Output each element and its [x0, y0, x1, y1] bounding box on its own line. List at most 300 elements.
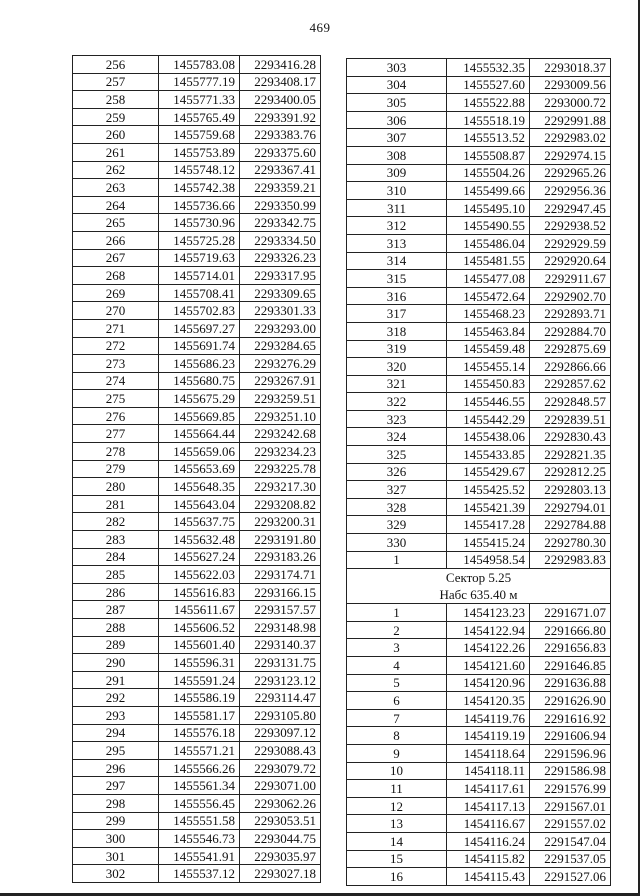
point-number-cell: 313: [347, 234, 447, 252]
y-coordinate-cell: 2292830.43: [530, 428, 611, 446]
point-number-cell: 259: [73, 108, 159, 126]
table-row: [73, 830, 321, 848]
x-coordinate-cell: 1455508.87: [447, 146, 530, 164]
point-number-cell: 329: [347, 516, 447, 534]
x-coordinate-cell: 1454117.61: [447, 780, 530, 798]
x-coordinate-cell: 1455725.28: [159, 231, 240, 249]
x-coordinate-cell: 1455771.33: [159, 91, 240, 109]
table-row: [347, 217, 611, 235]
y-coordinate-cell: 2293217.30: [240, 478, 321, 496]
x-coordinate-cell: 1454116.24: [447, 832, 530, 850]
x-coordinate-cell: 1455468.23: [447, 305, 530, 323]
point-number-cell: 321: [347, 375, 447, 393]
x-coordinate-cell: 1455622.03: [159, 566, 240, 584]
x-coordinate-cell: 1455532.35: [447, 59, 530, 77]
table-row: [73, 231, 321, 249]
x-coordinate-cell: 1455714.01: [159, 267, 240, 285]
table-row: [347, 76, 611, 94]
x-coordinate-cell: 1455730.96: [159, 214, 240, 232]
y-coordinate-cell: 2292839.51: [530, 410, 611, 428]
table-row: [73, 267, 321, 285]
table-row: [347, 270, 611, 288]
table-row: [347, 340, 611, 358]
point-number-cell: 317: [347, 305, 447, 323]
table-row: [73, 671, 321, 689]
point-number-cell: 260: [73, 126, 159, 144]
table-row: [347, 692, 611, 710]
table-row: [347, 463, 611, 481]
point-number-cell: 11: [347, 780, 447, 798]
x-coordinate-cell: 1455586.19: [159, 689, 240, 707]
y-coordinate-cell: 2292983.02: [530, 129, 611, 147]
table-row: [347, 534, 611, 552]
y-coordinate-cell: 2291527.06: [530, 868, 611, 886]
sector-header-section: [347, 569, 611, 604]
y-coordinate-cell: 2293375.60: [240, 143, 321, 161]
point-number-cell: 310: [347, 182, 447, 200]
y-coordinate-cell: 2291626.90: [530, 692, 611, 710]
table-row: [73, 601, 321, 619]
y-coordinate-cell: 2293105.80: [240, 706, 321, 724]
y-coordinate-cell: 2291567.01: [530, 797, 611, 815]
x-coordinate-cell: 1455643.04: [159, 495, 240, 513]
y-coordinate-cell: 2293200.31: [240, 513, 321, 531]
point-number-cell: 319: [347, 340, 447, 358]
table-row: [73, 355, 321, 373]
point-number-cell: 309: [347, 164, 447, 182]
table-row: [73, 319, 321, 337]
point-number-cell: 302: [73, 865, 159, 883]
table-row: [347, 446, 611, 464]
y-coordinate-cell: 2293157.57: [240, 601, 321, 619]
x-coordinate-cell: 1454122.26: [447, 639, 530, 657]
y-coordinate-cell: 2293359.21: [240, 179, 321, 197]
point-number-cell: 258: [73, 91, 159, 109]
table-row: [347, 498, 611, 516]
x-coordinate-cell: 1454122.94: [447, 621, 530, 639]
table-row: [347, 322, 611, 340]
y-coordinate-cell: 2293267.91: [240, 372, 321, 390]
table-row: [73, 636, 321, 654]
point-number-cell: 299: [73, 812, 159, 830]
x-coordinate-cell: 1455499.66: [447, 182, 530, 200]
y-coordinate-cell: 2293000.72: [530, 94, 611, 112]
x-coordinate-cell: 1455648.35: [159, 478, 240, 496]
y-coordinate-cell: 2291646.85: [530, 657, 611, 675]
y-coordinate-cell: 2293383.76: [240, 126, 321, 144]
point-number-cell: 262: [73, 161, 159, 179]
point-number-cell: 295: [73, 742, 159, 760]
point-number-cell: 13: [347, 815, 447, 833]
table-row: [347, 780, 611, 798]
table-row: [73, 372, 321, 390]
y-coordinate-cell: 2293174.71: [240, 566, 321, 584]
y-coordinate-cell: 2293208.82: [240, 495, 321, 513]
y-coordinate-cell: 2293317.95: [240, 267, 321, 285]
table-row: [347, 709, 611, 727]
point-number-cell: 290: [73, 654, 159, 672]
y-coordinate-cell: 2293035.97: [240, 847, 321, 865]
x-coordinate-cell: 1454120.35: [447, 692, 530, 710]
y-coordinate-cell: 2293166.15: [240, 583, 321, 601]
point-number-cell: 264: [73, 196, 159, 214]
table-row: [347, 850, 611, 868]
table-row: [347, 762, 611, 780]
point-number-cell: 269: [73, 284, 159, 302]
table-row: [347, 639, 611, 657]
table-row: [73, 689, 321, 707]
point-number-cell: 318: [347, 322, 447, 340]
x-coordinate-cell: 1455664.44: [159, 425, 240, 443]
point-number-cell: 292: [73, 689, 159, 707]
table-row: [347, 815, 611, 833]
x-coordinate-cell: 1455425.52: [447, 481, 530, 499]
y-coordinate-cell: 2293079.72: [240, 759, 321, 777]
table-row: [73, 143, 321, 161]
table-row: [347, 287, 611, 305]
x-coordinate-cell: 1455566.26: [159, 759, 240, 777]
point-number-cell: 266: [73, 231, 159, 249]
y-coordinate-cell: 2293276.29: [240, 355, 321, 373]
x-coordinate-cell: 1455556.45: [159, 794, 240, 812]
y-coordinate-cell: 2293367.41: [240, 161, 321, 179]
table-row: [347, 481, 611, 499]
x-coordinate-cell: 1455783.08: [159, 56, 240, 74]
y-coordinate-cell: 2291576.99: [530, 780, 611, 798]
x-coordinate-cell: 1455571.21: [159, 742, 240, 760]
x-coordinate-cell: 1455748.12: [159, 161, 240, 179]
point-number-cell: 288: [73, 619, 159, 637]
point-number-cell: 283: [73, 531, 159, 549]
point-number-cell: 263: [73, 179, 159, 197]
x-coordinate-cell: 1455472.64: [447, 287, 530, 305]
table-row: [73, 126, 321, 144]
x-coordinate-cell: 1455736.66: [159, 196, 240, 214]
x-coordinate-cell: 1455537.12: [159, 865, 240, 883]
point-number-cell: 327: [347, 481, 447, 499]
table-row: [347, 727, 611, 745]
x-coordinate-cell: 1455481.55: [447, 252, 530, 270]
x-coordinate-cell: 1455581.17: [159, 706, 240, 724]
point-number-cell: 285: [73, 566, 159, 584]
x-coordinate-cell: 1455653.69: [159, 460, 240, 478]
y-coordinate-cell: 2293062.26: [240, 794, 321, 812]
point-number-cell: 311: [347, 199, 447, 217]
point-number-cell: 12: [347, 797, 447, 815]
x-coordinate-cell: 1455606.52: [159, 619, 240, 637]
point-number-cell: 281: [73, 495, 159, 513]
table-row: [73, 865, 321, 883]
y-coordinate-cell: 2291557.02: [530, 815, 611, 833]
y-coordinate-cell: 2291636.88: [530, 674, 611, 692]
y-coordinate-cell: 2292947.45: [530, 199, 611, 217]
table-row: [73, 548, 321, 566]
y-coordinate-cell: 2293342.75: [240, 214, 321, 232]
y-coordinate-cell: 2292875.69: [530, 340, 611, 358]
table-row: [73, 56, 321, 74]
point-number-cell: 320: [347, 358, 447, 376]
point-number-cell: 261: [73, 143, 159, 161]
table-row: [347, 146, 611, 164]
x-coordinate-cell: 1455455.14: [447, 358, 530, 376]
table-row: [347, 164, 611, 182]
sector-elevation: Набс 635.40 м: [439, 587, 518, 603]
x-coordinate-cell: 1455513.52: [447, 129, 530, 147]
table-row: [73, 724, 321, 742]
x-coordinate-cell: 1454115.82: [447, 850, 530, 868]
x-coordinate-cell: 1455777.19: [159, 73, 240, 91]
x-coordinate-cell: 1455601.40: [159, 636, 240, 654]
point-number-cell: 284: [73, 548, 159, 566]
point-number-cell: 324: [347, 428, 447, 446]
y-coordinate-cell: 2293225.78: [240, 460, 321, 478]
table-row: [73, 214, 321, 232]
y-coordinate-cell: 2293234.23: [240, 443, 321, 461]
y-coordinate-cell: 2292911.67: [530, 270, 611, 288]
y-coordinate-cell: 2293259.51: [240, 390, 321, 408]
table-row: [73, 794, 321, 812]
point-number-cell: 315: [347, 270, 447, 288]
point-number-cell: 276: [73, 407, 159, 425]
table-row: [347, 59, 611, 77]
table-row: [73, 249, 321, 267]
x-coordinate-cell: 1455632.48: [159, 531, 240, 549]
x-coordinate-cell: 1454120.96: [447, 674, 530, 692]
table-row: [73, 478, 321, 496]
point-number-cell: 300: [73, 830, 159, 848]
point-number-cell: 256: [73, 56, 159, 74]
sector-header-cell: [347, 569, 611, 604]
x-coordinate-cell: 1455463.84: [447, 322, 530, 340]
table-row: [347, 305, 611, 323]
point-number-cell: 305: [347, 94, 447, 112]
y-coordinate-cell: 2293114.47: [240, 689, 321, 707]
table-row: [347, 674, 611, 692]
x-coordinate-cell: 1455691.74: [159, 337, 240, 355]
y-coordinate-cell: 2291671.07: [530, 604, 611, 622]
table-row: [347, 516, 611, 534]
point-number-cell: 1: [347, 551, 447, 569]
coordinates-table-left: [72, 55, 321, 883]
x-coordinate-cell: 1455421.39: [447, 498, 530, 516]
x-coordinate-cell: 1455486.04: [447, 234, 530, 252]
table-row: [347, 868, 611, 886]
coordinates-table-right-bottom-body: [347, 604, 611, 886]
point-number-cell: 325: [347, 446, 447, 464]
table-row: [73, 777, 321, 795]
y-coordinate-cell: 2291547.04: [530, 832, 611, 850]
table-row: [347, 428, 611, 446]
point-number-cell: 257: [73, 73, 159, 91]
x-coordinate-cell: 1455495.10: [447, 199, 530, 217]
x-coordinate-cell: 1454119.76: [447, 709, 530, 727]
point-number-cell: 279: [73, 460, 159, 478]
x-coordinate-cell: 1455576.18: [159, 724, 240, 742]
point-number-cell: 1: [347, 604, 447, 622]
point-number-cell: 306: [347, 111, 447, 129]
x-coordinate-cell: 1454121.60: [447, 657, 530, 675]
point-number-cell: 270: [73, 302, 159, 320]
point-number-cell: 297: [73, 777, 159, 795]
table-row: [347, 621, 611, 639]
x-coordinate-cell: 1455702.83: [159, 302, 240, 320]
y-coordinate-cell: 2291616.92: [530, 709, 611, 727]
y-coordinate-cell: 2292974.15: [530, 146, 611, 164]
table-row: [73, 759, 321, 777]
y-coordinate-cell: 2293408.17: [240, 73, 321, 91]
table-row: [73, 812, 321, 830]
point-number-cell: 275: [73, 390, 159, 408]
point-number-cell: 312: [347, 217, 447, 235]
x-coordinate-cell: 1455708.41: [159, 284, 240, 302]
y-coordinate-cell: 2291596.96: [530, 744, 611, 762]
table-row: [73, 179, 321, 197]
y-coordinate-cell: 2293044.75: [240, 830, 321, 848]
point-number-cell: 9: [347, 744, 447, 762]
x-coordinate-cell: 1455522.88: [447, 94, 530, 112]
x-coordinate-cell: 1455765.49: [159, 108, 240, 126]
y-coordinate-cell: 2293251.10: [240, 407, 321, 425]
table-row: [73, 196, 321, 214]
y-coordinate-cell: 2292848.57: [530, 393, 611, 411]
point-number-cell: 286: [73, 583, 159, 601]
y-coordinate-cell: 2292784.88: [530, 516, 611, 534]
x-coordinate-cell: 1455697.27: [159, 319, 240, 337]
y-coordinate-cell: 2291586.98: [530, 762, 611, 780]
table-row: [347, 358, 611, 376]
point-number-cell: 272: [73, 337, 159, 355]
y-coordinate-cell: 2292780.30: [530, 534, 611, 552]
table-row: [73, 513, 321, 531]
point-number-cell: 316: [347, 287, 447, 305]
x-coordinate-cell: 1454123.23: [447, 604, 530, 622]
y-coordinate-cell: 2293148.98: [240, 619, 321, 637]
y-coordinate-cell: 2291537.05: [530, 850, 611, 868]
point-number-cell: 274: [73, 372, 159, 390]
point-number-cell: 326: [347, 463, 447, 481]
point-number-cell: 287: [73, 601, 159, 619]
y-coordinate-cell: 2293334.50: [240, 231, 321, 249]
point-number-cell: 323: [347, 410, 447, 428]
y-coordinate-cell: 2292929.59: [530, 234, 611, 252]
y-coordinate-cell: 2292938.52: [530, 217, 611, 235]
y-coordinate-cell: 2293191.80: [240, 531, 321, 549]
x-coordinate-cell: 1454119.19: [447, 727, 530, 745]
point-number-cell: 282: [73, 513, 159, 531]
table-row: [347, 393, 611, 411]
table-row: [73, 108, 321, 126]
point-number-cell: 8: [347, 727, 447, 745]
x-coordinate-cell: 1454117.13: [447, 797, 530, 815]
x-coordinate-cell: 1455686.23: [159, 355, 240, 373]
table-row: [347, 410, 611, 428]
point-number-cell: 294: [73, 724, 159, 742]
point-number-cell: 2: [347, 621, 447, 639]
y-coordinate-cell: 2293053.51: [240, 812, 321, 830]
point-number-cell: 328: [347, 498, 447, 516]
point-number-cell: 277: [73, 425, 159, 443]
table-row: [73, 337, 321, 355]
table-row: [73, 443, 321, 461]
x-coordinate-cell: 1455675.29: [159, 390, 240, 408]
table-row: [73, 566, 321, 584]
table-row: [347, 832, 611, 850]
point-number-cell: 304: [347, 76, 447, 94]
point-number-cell: 4: [347, 657, 447, 675]
y-coordinate-cell: 2293027.18: [240, 865, 321, 883]
x-coordinate-cell: 1455459.48: [447, 340, 530, 358]
y-coordinate-cell: 2293131.75: [240, 654, 321, 672]
y-coordinate-cell: 2293391.92: [240, 108, 321, 126]
table-row: [73, 425, 321, 443]
point-number-cell: 296: [73, 759, 159, 777]
x-coordinate-cell: 1454118.11: [447, 762, 530, 780]
table-row: [347, 657, 611, 675]
coordinates-table-left-body: [73, 56, 321, 883]
y-coordinate-cell: 2293350.99: [240, 196, 321, 214]
x-coordinate-cell: 1455438.06: [447, 428, 530, 446]
point-number-cell: 16: [347, 868, 447, 886]
y-coordinate-cell: 2293242.68: [240, 425, 321, 443]
y-coordinate-cell: 2293009.56: [530, 76, 611, 94]
y-coordinate-cell: 2293309.65: [240, 284, 321, 302]
point-number-cell: 330: [347, 534, 447, 552]
table-row: [73, 706, 321, 724]
x-coordinate-cell: 1455504.26: [447, 164, 530, 182]
table-row: [347, 604, 611, 622]
y-coordinate-cell: 2291606.94: [530, 727, 611, 745]
x-coordinate-cell: 1454958.54: [447, 551, 530, 569]
y-coordinate-cell: 2292956.36: [530, 182, 611, 200]
x-coordinate-cell: 1455680.75: [159, 372, 240, 390]
y-coordinate-cell: 2292902.70: [530, 287, 611, 305]
x-coordinate-cell: 1455415.24: [447, 534, 530, 552]
table-row: [347, 182, 611, 200]
y-coordinate-cell: 2293140.37: [240, 636, 321, 654]
table-row: [73, 73, 321, 91]
table-row: [347, 111, 611, 129]
point-number-cell: 10: [347, 762, 447, 780]
point-number-cell: 307: [347, 129, 447, 147]
y-coordinate-cell: 2292866.66: [530, 358, 611, 376]
x-coordinate-cell: 1455477.08: [447, 270, 530, 288]
y-coordinate-cell: 2293400.05: [240, 91, 321, 109]
y-coordinate-cell: 2292821.35: [530, 446, 611, 464]
point-number-cell: 293: [73, 706, 159, 724]
table-row: [347, 94, 611, 112]
x-coordinate-cell: 1454118.64: [447, 744, 530, 762]
coordinates-table-right: [346, 58, 611, 886]
x-coordinate-cell: 1455742.38: [159, 179, 240, 197]
sector-header-row: [347, 569, 611, 604]
x-coordinate-cell: 1455541.91: [159, 847, 240, 865]
point-number-cell: 303: [347, 59, 447, 77]
x-coordinate-cell: 1455527.60: [447, 76, 530, 94]
y-coordinate-cell: 2292920.64: [530, 252, 611, 270]
y-coordinate-cell: 2293018.37: [530, 59, 611, 77]
x-coordinate-cell: 1455450.83: [447, 375, 530, 393]
point-number-cell: 268: [73, 267, 159, 285]
table-row: [73, 495, 321, 513]
point-number-cell: 15: [347, 850, 447, 868]
point-number-cell: 273: [73, 355, 159, 373]
y-coordinate-cell: 2293326.23: [240, 249, 321, 267]
y-coordinate-cell: 2293284.65: [240, 337, 321, 355]
x-coordinate-cell: 1455659.06: [159, 443, 240, 461]
table-row: [73, 847, 321, 865]
x-coordinate-cell: 1455611.67: [159, 601, 240, 619]
table-row: [73, 742, 321, 760]
